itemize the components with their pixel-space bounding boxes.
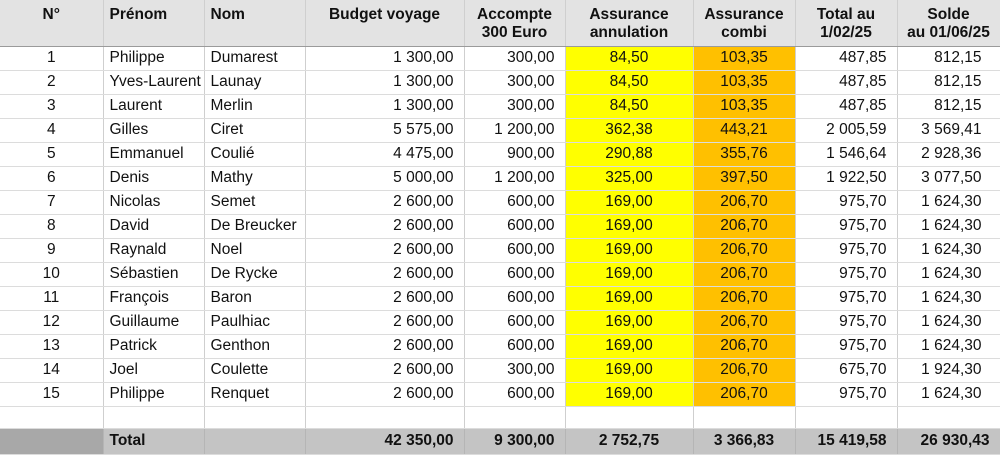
header-total[interactable]: Total au [795,0,897,24]
cell-assurance-annulation[interactable]: 84,50 [565,70,693,94]
cell-num[interactable]: 4 [0,118,103,142]
cell-nom[interactable]: Coulié [204,142,305,166]
cell-accompte[interactable]: 300,00 [464,46,565,70]
total-solde[interactable]: 26 930,43 [897,428,1000,454]
header-assurance-combi[interactable]: Assurance [693,0,795,24]
cell-solde[interactable]: 1 924,30 [897,358,1000,382]
table-row [0,382,1000,406]
header-solde-sub[interactable]: au 01/06/25 [897,24,1000,46]
cell-nom[interactable]: Renquet [204,382,305,406]
cell-budget[interactable]: 2 600,00 [305,286,464,310]
header-assurance-annulation[interactable]: Assurance [565,0,693,24]
empty-cell[interactable] [464,406,565,428]
header-cell-empty[interactable] [103,24,204,46]
cell-num[interactable]: 10 [0,262,103,286]
cell-budget[interactable]: 2 600,00 [305,310,464,334]
cell-assurance-combi[interactable]: 206,70 [693,382,795,406]
cell-accompte[interactable]: 300,00 [464,94,565,118]
empty-cell[interactable] [565,406,693,428]
cell-budget[interactable]: 5 575,00 [305,118,464,142]
cell-assurance-annulation[interactable]: 84,50 [565,46,693,70]
cell-prenom[interactable]: Nicolas [103,190,204,214]
cell-assurance-annulation[interactable]: 290,88 [565,142,693,166]
cell-accompte[interactable]: 600,00 [464,334,565,358]
cell-solde[interactable]: 1 624,30 [897,190,1000,214]
cell-assurance-combi[interactable]: 206,70 [693,334,795,358]
empty-cell[interactable] [795,406,897,428]
cell-budget[interactable]: 2 600,00 [305,238,464,262]
cell-budget[interactable]: 5 000,00 [305,166,464,190]
cell-assurance-combi[interactable]: 397,50 [693,166,795,190]
cell-assurance-combi[interactable]: 206,70 [693,262,795,286]
cell-prenom[interactable]: Raynald [103,238,204,262]
cell-budget[interactable]: 4 475,00 [305,142,464,166]
cell-assurance-combi[interactable]: 443,21 [693,118,795,142]
cell-prenom[interactable]: Patrick [103,334,204,358]
cell-solde[interactable]: 1 624,30 [897,310,1000,334]
cell-solde[interactable]: 1 624,30 [897,262,1000,286]
cell-assurance-combi[interactable]: 206,70 [693,358,795,382]
cell-assurance-annulation[interactable]: 169,00 [565,190,693,214]
cell-prenom[interactable]: Philippe [103,46,204,70]
cell-solde[interactable]: 812,15 [897,46,1000,70]
cell-assurance-combi[interactable]: 206,70 [693,190,795,214]
cell-prenom[interactable]: Guillaume [103,310,204,334]
total-assurance-combi[interactable]: 3 366,83 [693,428,795,454]
cell-accompte[interactable]: 600,00 [464,262,565,286]
cell-accompte[interactable]: 600,00 [464,214,565,238]
header-assurance-annulation-sub[interactable]: annulation [565,24,693,46]
cell-assurance-annulation[interactable]: 169,00 [565,310,693,334]
cell-prenom[interactable]: François [103,286,204,310]
cell-accompte[interactable]: 300,00 [464,358,565,382]
cell-solde[interactable]: 1 624,30 [897,382,1000,406]
header-row-2 [0,24,1000,46]
cell-assurance-combi[interactable]: 206,70 [693,286,795,310]
total-cell-empty[interactable] [0,428,103,454]
cell-num[interactable]: 6 [0,166,103,190]
cell-solde[interactable]: 812,15 [897,94,1000,118]
header-row-1 [0,0,1000,24]
cell-total[interactable]: 975,70 [795,334,897,358]
header-cell-empty[interactable] [305,24,464,46]
cell-assurance-combi[interactable]: 103,35 [693,70,795,94]
cell-total[interactable]: 2 005,59 [795,118,897,142]
table-row [0,334,1000,358]
cell-prenom[interactable]: Yves-Laurent [103,70,204,94]
cell-assurance-combi[interactable]: 206,70 [693,310,795,334]
cell-budget[interactable]: 1 300,00 [305,46,464,70]
cell-prenom[interactable]: Laurent [103,94,204,118]
table-row [0,118,1000,142]
cell-num[interactable]: 8 [0,214,103,238]
cell-solde[interactable]: 812,15 [897,70,1000,94]
empty-cell[interactable] [0,406,103,428]
cell-budget[interactable]: 1 300,00 [305,94,464,118]
cell-prenom[interactable]: Gilles [103,118,204,142]
cell-prenom[interactable]: Emmanuel [103,142,204,166]
cell-budget[interactable]: 2 600,00 [305,334,464,358]
cell-total[interactable]: 975,70 [795,310,897,334]
empty-row [0,406,1000,428]
cell-nom[interactable]: De Rycke [204,262,305,286]
cell-nom[interactable]: Semet [204,190,305,214]
cell-nom[interactable]: Ciret [204,118,305,142]
empty-cell[interactable] [103,406,204,428]
cell-assurance-combi[interactable]: 103,35 [693,46,795,70]
cell-total[interactable]: 975,70 [795,382,897,406]
cell-assurance-combi[interactable]: 206,70 [693,238,795,262]
cell-total[interactable]: 975,70 [795,190,897,214]
cell-prenom[interactable]: Sébastien [103,262,204,286]
cell-budget[interactable]: 2 600,00 [305,190,464,214]
cell-prenom[interactable]: Philippe [103,382,204,406]
cell-accompte[interactable]: 600,00 [464,190,565,214]
table-row [0,286,1000,310]
table-row [0,310,1000,334]
cell-assurance-annulation[interactable]: 169,00 [565,238,693,262]
cell-total[interactable]: 975,70 [795,214,897,238]
header-num[interactable]: N° [0,0,103,24]
cell-solde[interactable]: 1 624,30 [897,238,1000,262]
cell-accompte[interactable]: 600,00 [464,286,565,310]
header-accompte[interactable]: Accompte [464,0,565,24]
cell-accompte[interactable]: 600,00 [464,238,565,262]
cell-total[interactable]: 487,85 [795,46,897,70]
cell-total[interactable]: 1 922,50 [795,166,897,190]
cell-assurance-annulation[interactable]: 169,00 [565,358,693,382]
cell-nom[interactable]: De Breucker [204,214,305,238]
cell-nom[interactable]: Dumarest [204,46,305,70]
table-row [0,214,1000,238]
cell-assurance-annulation[interactable]: 169,00 [565,286,693,310]
cell-total[interactable]: 675,70 [795,358,897,382]
empty-cell[interactable] [204,406,305,428]
cell-assurance-combi[interactable]: 103,35 [693,94,795,118]
cell-nom[interactable]: Coulette [204,358,305,382]
cell-nom[interactable]: Launay [204,70,305,94]
header-total-sub[interactable]: 1/02/25 [795,24,897,46]
cell-assurance-combi[interactable]: 206,70 [693,214,795,238]
table-row [0,166,1000,190]
cell-total[interactable]: 975,70 [795,262,897,286]
table-body [0,46,1000,406]
cell-assurance-annulation[interactable]: 169,00 [565,334,693,358]
cell-budget[interactable]: 2 600,00 [305,382,464,406]
cell-num[interactable]: 2 [0,70,103,94]
cell-assurance-annulation[interactable]: 169,00 [565,262,693,286]
header-cell-empty[interactable] [0,24,103,46]
cell-nom[interactable]: Baron [204,286,305,310]
cell-solde[interactable]: 2 928,36 [897,142,1000,166]
cell-assurance-combi[interactable]: 355,76 [693,142,795,166]
cell-accompte[interactable]: 600,00 [464,310,565,334]
total-cell-empty[interactable] [204,428,305,454]
total-budget[interactable]: 42 350,00 [305,428,464,454]
cell-assurance-annulation[interactable]: 325,00 [565,166,693,190]
table-row [0,358,1000,382]
cell-accompte[interactable]: 1 200,00 [464,118,565,142]
cell-total[interactable]: 487,85 [795,70,897,94]
cell-num[interactable]: 9 [0,238,103,262]
cell-assurance-annulation[interactable]: 169,00 [565,214,693,238]
total-label[interactable]: Total [103,428,204,454]
table-row [0,238,1000,262]
cell-num[interactable]: 7 [0,190,103,214]
cell-budget[interactable]: 2 600,00 [305,262,464,286]
cell-nom[interactable]: Mathy [204,166,305,190]
header-budget[interactable]: Budget voyage [305,0,464,24]
header-accompte-sub[interactable]: 300 Euro [464,24,565,46]
table-row [0,142,1000,166]
cell-num[interactable]: 13 [0,334,103,358]
cell-assurance-annulation[interactable]: 169,00 [565,382,693,406]
cell-assurance-annulation[interactable]: 84,50 [565,94,693,118]
cell-num[interactable]: 12 [0,310,103,334]
table-row [0,262,1000,286]
cell-total[interactable]: 1 546,64 [795,142,897,166]
cell-solde[interactable]: 1 624,30 [897,214,1000,238]
header-prenom[interactable]: Prénom [103,0,204,24]
total-accompte[interactable]: 9 300,00 [464,428,565,454]
cell-solde[interactable]: 3 569,41 [897,118,1000,142]
cell-num[interactable]: 3 [0,94,103,118]
header-solde[interactable]: Solde [897,0,1000,24]
empty-cell[interactable] [693,406,795,428]
cell-nom[interactable]: Noel [204,238,305,262]
cell-total[interactable]: 487,85 [795,94,897,118]
cell-num[interactable]: 11 [0,286,103,310]
cell-total[interactable]: 975,70 [795,238,897,262]
cell-prenom[interactable]: Joel [103,358,204,382]
cell-prenom[interactable]: David [103,214,204,238]
header-cell-empty[interactable] [204,24,305,46]
cell-solde[interactable]: 1 624,30 [897,286,1000,310]
cell-num[interactable]: 15 [0,382,103,406]
cell-budget[interactable]: 2 600,00 [305,358,464,382]
cell-num[interactable]: 5 [0,142,103,166]
cell-accompte[interactable]: 1 200,00 [464,166,565,190]
table-row [0,94,1000,118]
cell-solde[interactable]: 3 077,50 [897,166,1000,190]
cell-budget[interactable]: 2 600,00 [305,214,464,238]
cell-assurance-annulation[interactable]: 362,38 [565,118,693,142]
cell-nom[interactable]: Genthon [204,334,305,358]
header-assurance-combi-sub[interactable]: combi [693,24,795,46]
cell-num[interactable]: 14 [0,358,103,382]
total-row [0,428,1000,454]
cell-nom[interactable]: Paulhiac [204,310,305,334]
table-row [0,190,1000,214]
empty-cell[interactable] [305,406,464,428]
empty-cell[interactable] [897,406,1000,428]
cell-num[interactable]: 1 [0,46,103,70]
cell-accompte[interactable]: 900,00 [464,142,565,166]
total-total[interactable]: 15 419,58 [795,428,897,454]
total-assurance-annulation[interactable]: 2 752,75 [565,428,693,454]
table-row [0,70,1000,94]
cell-accompte[interactable]: 300,00 [464,70,565,94]
cell-prenom[interactable]: Denis [103,166,204,190]
header-nom[interactable]: Nom [204,0,305,24]
table-row [0,46,1000,70]
cell-accompte[interactable]: 600,00 [464,382,565,406]
cell-nom[interactable]: Merlin [204,94,305,118]
cell-budget[interactable]: 1 300,00 [305,70,464,94]
cell-total[interactable]: 975,70 [795,286,897,310]
cell-solde[interactable]: 1 624,30 [897,334,1000,358]
